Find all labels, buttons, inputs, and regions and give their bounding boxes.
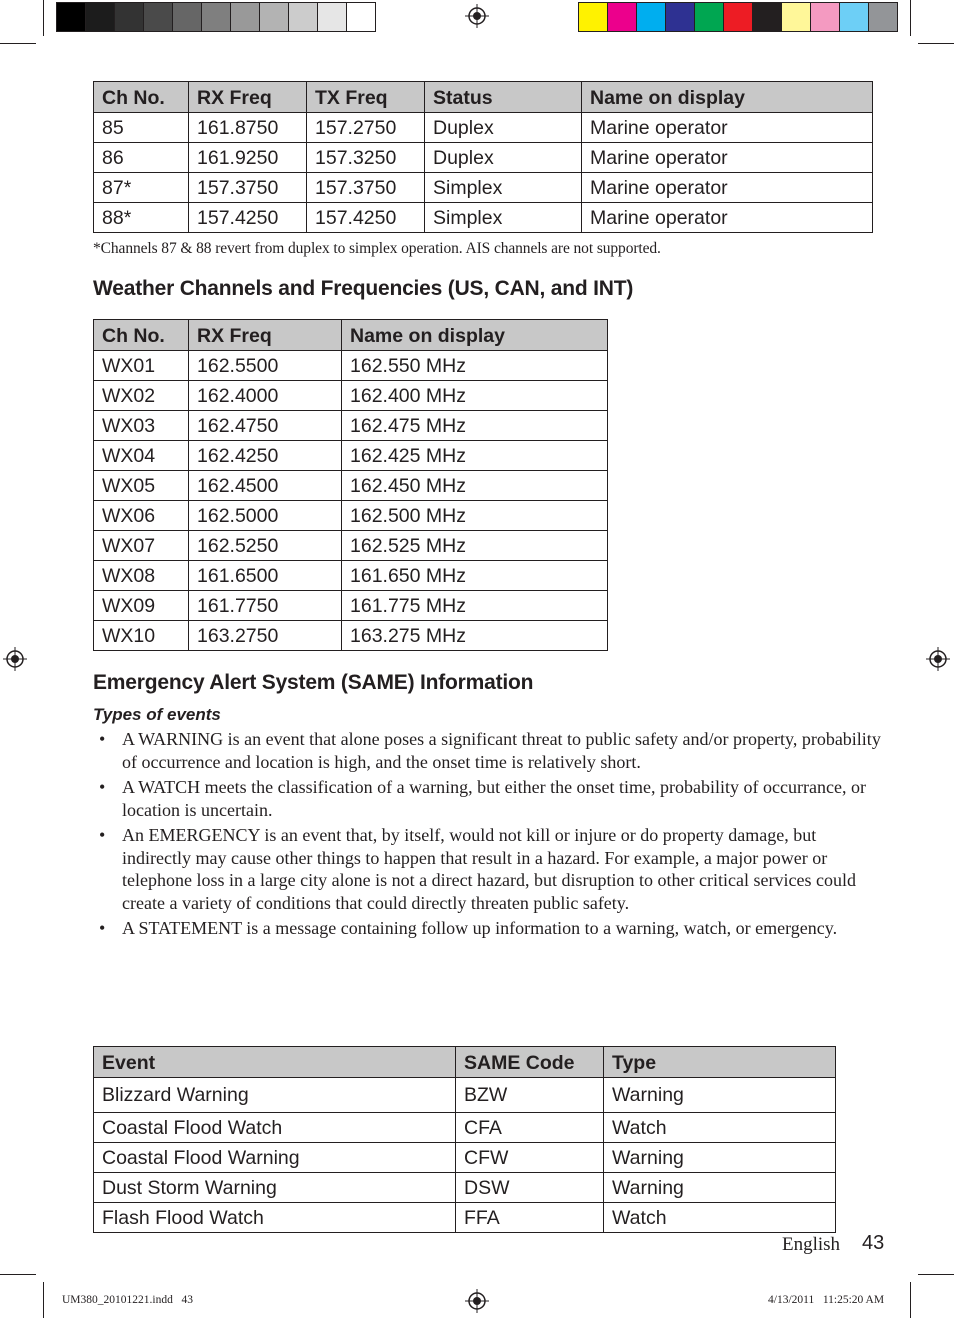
table-row xyxy=(94,113,873,143)
registration-mark-icon xyxy=(465,1289,489,1313)
table-row xyxy=(94,591,608,621)
table-cell: Coastal Flood Warning xyxy=(94,1143,456,1173)
crop-mark xyxy=(918,1274,954,1275)
weather-section-heading: Weather Channels and Frequencies (US, CAN, and INT) xyxy=(93,277,634,300)
list-item-text: A WARNING is an event that alone poses a significant threat to public safety and/or property, probability of occurrence and location is high, and the onset time is relatively short. xyxy=(122,729,881,772)
table-row xyxy=(94,203,873,233)
table-row xyxy=(94,441,608,471)
table-cell: 162.4000 xyxy=(189,381,342,411)
channel-footnote: *Channels 87 & 88 revert from duplex to simplex operation. AIS channels are not supported. xyxy=(93,240,661,257)
table-cell: 85 xyxy=(94,113,189,143)
table-cell: 162.4500 xyxy=(189,471,342,501)
process-color-bar xyxy=(578,2,898,32)
table-cell: Watch xyxy=(604,1203,836,1233)
table-cell: 86 xyxy=(94,143,189,173)
table-cell: 157.4250 xyxy=(189,203,307,233)
color-swatch xyxy=(173,3,202,31)
table-row xyxy=(94,143,873,173)
table-cell: Warning xyxy=(604,1173,836,1203)
crop-mark xyxy=(0,1274,36,1275)
crop-mark xyxy=(43,0,44,36)
color-swatch xyxy=(753,3,782,31)
grayscale-color-bar xyxy=(56,2,376,32)
color-swatch xyxy=(782,3,811,31)
column-header: Status xyxy=(425,82,582,113)
color-swatch xyxy=(579,3,608,31)
page-number: 43 xyxy=(862,1232,885,1254)
crop-mark xyxy=(910,0,911,36)
column-header: RX Freq xyxy=(189,82,307,113)
color-swatch xyxy=(869,3,897,31)
table-cell: Duplex xyxy=(425,113,582,143)
table-row xyxy=(94,411,608,441)
table-cell: Flash Flood Watch xyxy=(94,1203,456,1233)
list-item xyxy=(93,917,883,940)
table-cell: 161.9250 xyxy=(189,143,307,173)
table-cell: 162.475 MHz xyxy=(342,411,608,441)
table-cell: 162.4250 xyxy=(189,441,342,471)
color-swatch xyxy=(347,3,375,31)
table-row xyxy=(94,531,608,561)
table-cell: 161.7750 xyxy=(189,591,342,621)
column-header: Ch No. xyxy=(94,320,189,351)
table-cell: WX04 xyxy=(94,441,189,471)
column-header: RX Freq xyxy=(189,320,342,351)
table-cell: WX02 xyxy=(94,381,189,411)
print-slug-file: UM380_20101221.indd 43 xyxy=(62,1294,193,1306)
color-swatch xyxy=(811,3,840,31)
table-cell: 162.4750 xyxy=(189,411,342,441)
color-swatch xyxy=(318,3,347,31)
table-row xyxy=(94,621,608,651)
crop-mark xyxy=(43,1282,44,1318)
table-cell: WX09 xyxy=(94,591,189,621)
column-header: Event xyxy=(94,1047,456,1078)
event-types-subheading: Types of events xyxy=(93,705,221,724)
list-item-text: An EMERGENCY is an event that, by itself, would not kill or injure or do property damage, but indirectly may cause other things to happen that result in a hazard. For example, a major power or telephone loss in a large city alone is not a direct hazard, but disruption to other critical services could create a variety of conditions that could directly threaten public safety. xyxy=(122,825,856,913)
list-item xyxy=(93,728,883,773)
table-cell: 87* xyxy=(94,173,189,203)
color-swatch xyxy=(57,3,86,31)
registration-mark-icon xyxy=(3,647,27,671)
table-row xyxy=(94,1113,836,1143)
table-cell: 157.4250 xyxy=(307,203,425,233)
bullet-icon: • xyxy=(99,777,106,797)
table-row xyxy=(94,173,873,203)
color-swatch xyxy=(260,3,289,31)
footer-language: English xyxy=(782,1234,841,1255)
table-row xyxy=(94,1078,836,1113)
same-code-table xyxy=(93,1046,836,1233)
column-header: TX Freq xyxy=(307,82,425,113)
table-cell: WX06 xyxy=(94,501,189,531)
list-item-text: A WATCH meets the classification of a warning, but either the onset time, probability of occurrance, or location is uncertain. xyxy=(122,777,866,820)
table-cell: Marine operator xyxy=(582,173,873,203)
table-row xyxy=(94,1203,836,1233)
color-swatch xyxy=(86,3,115,31)
table-cell: WX10 xyxy=(94,621,189,651)
table-cell: 157.3750 xyxy=(307,173,425,203)
registration-mark-icon xyxy=(465,4,489,28)
table-cell: Warning xyxy=(604,1143,836,1173)
column-header: Name on display xyxy=(342,320,608,351)
table-cell: 162.400 MHz xyxy=(342,381,608,411)
same-section-heading: Emergency Alert System (SAME) Information xyxy=(93,671,534,694)
table-cell: 161.6500 xyxy=(189,561,342,591)
table-cell: Dust Storm Warning xyxy=(94,1173,456,1203)
column-header: Type xyxy=(604,1047,836,1078)
table-cell: WX08 xyxy=(94,561,189,591)
table-cell: 161.650 MHz xyxy=(342,561,608,591)
table-cell: FFA xyxy=(456,1203,604,1233)
table-cell: 162.450 MHz xyxy=(342,471,608,501)
table-row xyxy=(94,381,608,411)
registration-mark-icon xyxy=(926,647,950,671)
table-cell: BZW xyxy=(456,1078,604,1113)
crop-mark xyxy=(910,1282,911,1318)
table-cell: 162.5500 xyxy=(189,351,342,381)
color-swatch xyxy=(840,3,869,31)
table-cell: 162.5000 xyxy=(189,501,342,531)
table-cell: CFW xyxy=(456,1143,604,1173)
table-cell: 157.3250 xyxy=(307,143,425,173)
marine-channel-table xyxy=(93,81,873,233)
table-cell: Marine operator xyxy=(582,143,873,173)
color-swatch xyxy=(115,3,144,31)
list-item xyxy=(93,824,883,914)
table-cell: 88* xyxy=(94,203,189,233)
table-header-row xyxy=(94,82,873,113)
weather-channel-table xyxy=(93,319,608,651)
table-cell: CFA xyxy=(456,1113,604,1143)
table-cell: Blizzard Warning xyxy=(94,1078,456,1113)
table-row xyxy=(94,471,608,501)
column-header: Name on display xyxy=(582,82,873,113)
color-swatch xyxy=(231,3,260,31)
crop-mark xyxy=(918,43,954,44)
table-cell: Watch xyxy=(604,1113,836,1143)
table-cell: 161.775 MHz xyxy=(342,591,608,621)
table-cell: 157.2750 xyxy=(307,113,425,143)
color-swatch xyxy=(608,3,637,31)
table-cell: 162.550 MHz xyxy=(342,351,608,381)
table-cell: 162.525 MHz xyxy=(342,531,608,561)
table-cell: Simplex xyxy=(425,173,582,203)
table-cell: Marine operator xyxy=(582,203,873,233)
table-cell: 163.2750 xyxy=(189,621,342,651)
table-cell: Marine operator xyxy=(582,113,873,143)
color-swatch xyxy=(202,3,231,31)
table-cell: Coastal Flood Watch xyxy=(94,1113,456,1143)
color-swatch xyxy=(289,3,318,31)
column-header: SAME Code xyxy=(456,1047,604,1078)
event-types-list xyxy=(93,728,883,943)
list-item-text: A STATEMENT is a message containing follow up information to a warning, watch, or emergency. xyxy=(122,918,838,938)
table-cell: 157.3750 xyxy=(189,173,307,203)
color-swatch xyxy=(724,3,753,31)
table-header-row xyxy=(94,320,608,351)
table-cell: WX03 xyxy=(94,411,189,441)
table-row xyxy=(94,501,608,531)
table-cell: Warning xyxy=(604,1078,836,1113)
table-cell: WX05 xyxy=(94,471,189,501)
bullet-icon: • xyxy=(99,729,106,749)
table-row xyxy=(94,1143,836,1173)
bullet-icon: • xyxy=(99,918,106,938)
table-row xyxy=(94,1173,836,1203)
color-swatch xyxy=(695,3,724,31)
column-header: Ch No. xyxy=(94,82,189,113)
crop-mark xyxy=(0,43,36,44)
table-cell: DSW xyxy=(456,1173,604,1203)
table-cell: Simplex xyxy=(425,203,582,233)
color-swatch xyxy=(666,3,695,31)
table-cell: 162.500 MHz xyxy=(342,501,608,531)
list-item xyxy=(93,776,883,821)
table-cell: 161.8750 xyxy=(189,113,307,143)
print-slug-date: 4/13/2011 11:25:20 AM xyxy=(768,1294,885,1306)
table-header-row xyxy=(94,1047,836,1078)
table-cell: WX01 xyxy=(94,351,189,381)
table-row xyxy=(94,561,608,591)
table-cell: Duplex xyxy=(425,143,582,173)
table-row xyxy=(94,351,608,381)
table-cell: 162.5250 xyxy=(189,531,342,561)
bullet-icon: • xyxy=(99,825,106,845)
table-cell: 162.425 MHz xyxy=(342,441,608,471)
color-swatch xyxy=(144,3,173,31)
table-cell: WX07 xyxy=(94,531,189,561)
table-cell: 163.275 MHz xyxy=(342,621,608,651)
color-swatch xyxy=(637,3,666,31)
